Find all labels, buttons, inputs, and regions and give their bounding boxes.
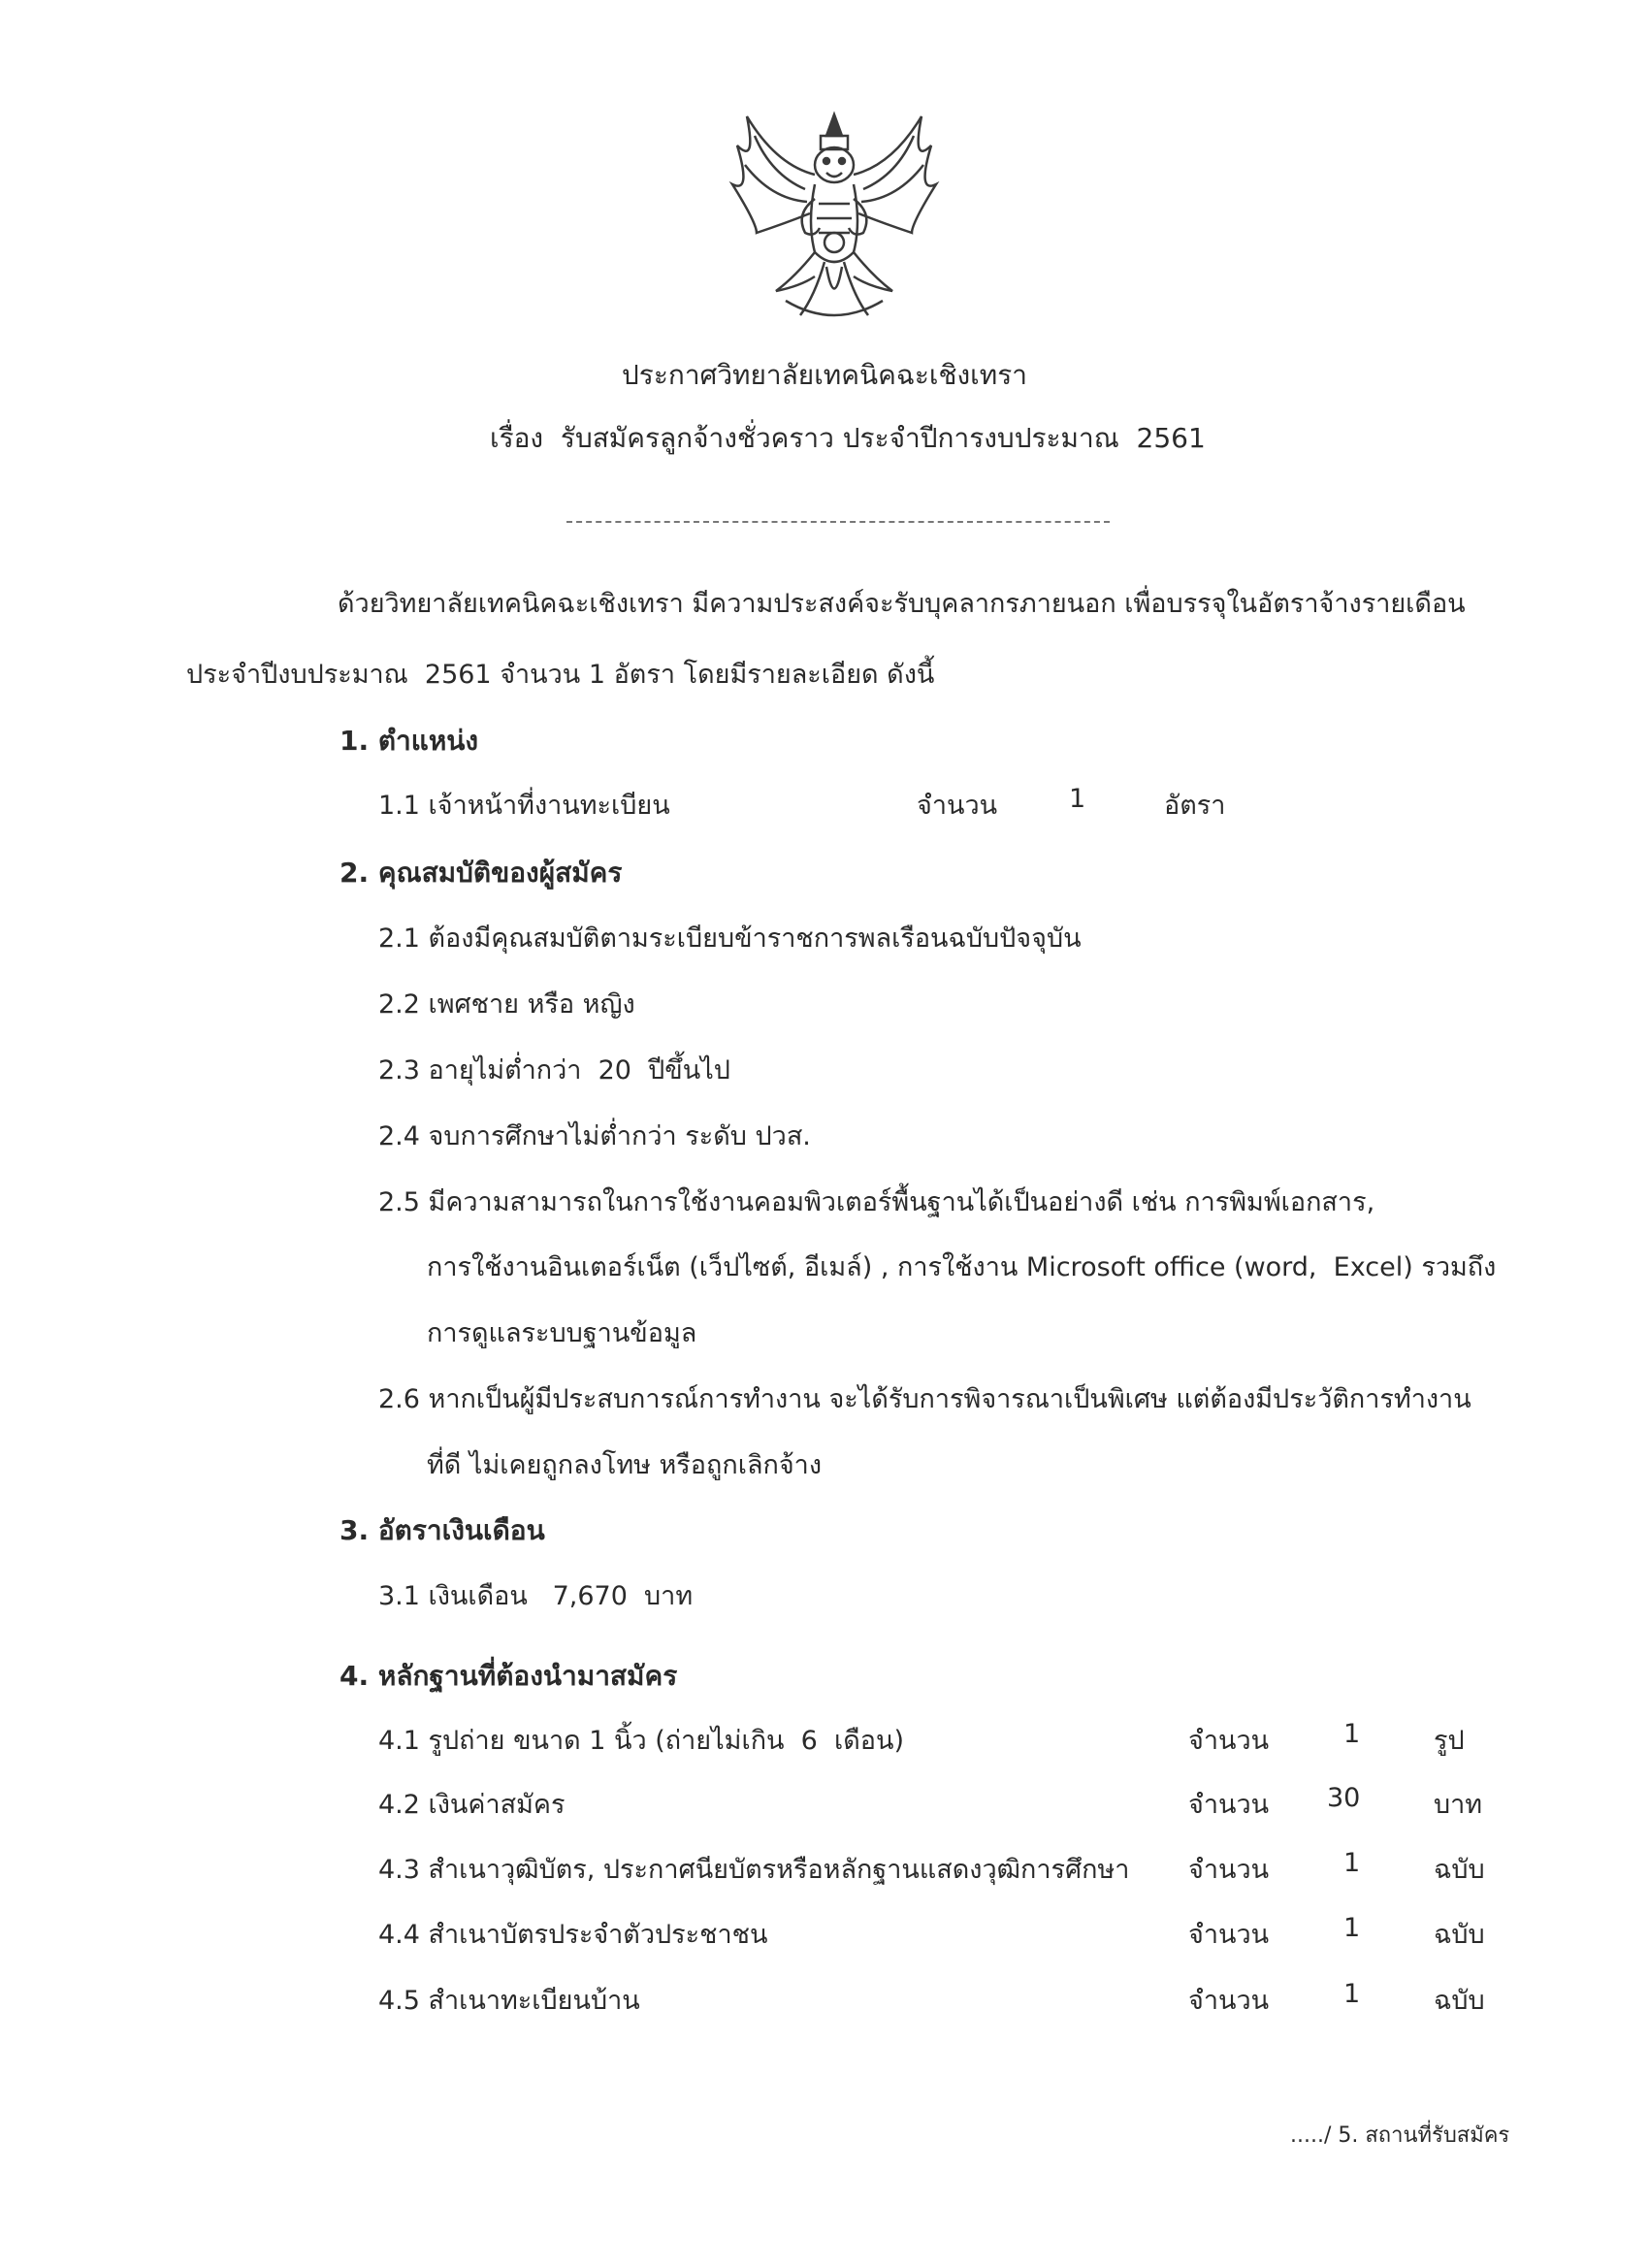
section-heading-qualifications: 2. คุณสมบัติของผู้สมัคร	[340, 857, 623, 889]
intro-line-2: ประจำปีงบประมาณ 2561 จำนวน 1 อัตรา โดยมีรายละเอียด ดังนี้	[186, 660, 935, 690]
qualification-item: 2.3 อายุไม่ต่ำกว่า 20 ปีขึ้นไป	[378, 1055, 730, 1085]
qualification-item-continued: การใช้งานอินเตอร์เน็ต (เว็ปไซต์, อีเมล์) , การใช้งาน Microsoft office (word, Excel) รวมถึง	[427, 1252, 1497, 1282]
document-item-label: 4.3 สำเนาวุฒิบัตร, ประกาศนียบัตรหรือหลักฐานแสดงวุฒิการศึกษา	[378, 1855, 1130, 1885]
qualification-item-continued: การดูแลระบบฐานข้อมูล	[427, 1318, 697, 1348]
document-qty: 1	[1343, 1719, 1361, 1749]
document-item-label: 4.5 สำเนาทะเบียนบ้าน	[378, 1986, 640, 2016]
position-item-label: 1.1 เจ้าหน้าที่งานทะเบียน	[378, 791, 670, 821]
position-unit: อัตรา	[1164, 791, 1226, 821]
page-continuation-note: ...../ 5. สถานที่รับสมัคร	[1290, 2123, 1510, 2148]
document-item-label: 4.4 สำเนาบัตรประจำตัวประชาชน	[378, 1920, 768, 1950]
document-qty: 30	[1327, 1783, 1361, 1813]
garuda-emblem-icon	[718, 107, 951, 325]
qualification-item: 2.5 มีความสามารถในการใช้งานคอมพิวเตอร์พื้นฐานได้เป็นอย่างดี เช่น การพิมพ์เอกสาร,	[378, 1187, 1375, 1217]
qualification-item: 2.2 เพศชาย หรือ หญิง	[378, 989, 635, 1020]
document-qty-label: จำนวน	[1188, 1726, 1270, 1756]
document-qty: 1	[1343, 1848, 1361, 1878]
document-qty-label: จำนวน	[1188, 1920, 1270, 1950]
document-unit: ฉบับ	[1434, 1920, 1485, 1950]
qualification-item: 2.6 หากเป็นผู้มีประสบการณ์การทำงาน จะได้รับการพิจารณาเป็นพิเศษ แต่ต้องมีประวัติการทำงาน	[378, 1384, 1471, 1414]
document-qty: 1	[1343, 1913, 1361, 1943]
intro-line-1: ด้วยวิทยาลัยเทคนิคฉะเชิงเทรา มีความประสงค์จะรับบุคลากรภายนอก เพื่อบรรจุในอัตราจ้างรายเดือน	[338, 589, 1466, 619]
document-qty: 1	[1343, 1979, 1361, 2009]
document-qty-label: จำนวน	[1188, 1790, 1270, 1820]
announcement-subject: เรื่อง รับสมัครลูกจ้างชั่วคราว ประจำปีการงบประมาณ 2561	[490, 422, 1206, 454]
position-qty-label: จำนวน	[917, 791, 998, 821]
section-heading-documents: 4. หลักฐานที่ต้องนำมาสมัคร	[340, 1660, 678, 1692]
qualification-item: 2.1 ต้องมีคุณสมบัติตามระเบียบข้าราชการพลเรือนฉบับปัจจุบัน	[378, 923, 1082, 954]
document-unit: ฉบับ	[1434, 1986, 1485, 2016]
salary-item: 3.1 เงินเดือน 7,670 บาท	[378, 1581, 694, 1611]
document-unit: บาท	[1434, 1790, 1483, 1820]
document-item-label: 4.2 เงินค่าสมัคร	[378, 1790, 566, 1820]
announcement-title: ประกาศวิทยาลัยเทคนิคฉะเชิงเทรา	[622, 359, 1027, 391]
position-qty: 1	[1069, 784, 1086, 814]
qualification-item: 2.4 จบการศึกษาไม่ต่ำกว่า ระดับ ปวส.	[378, 1121, 811, 1151]
document-item-label: 4.1 รูปถ่าย ขนาด 1 นิ้ว (ถ่ายไม่เกิน 6 เดือน)	[378, 1726, 904, 1756]
document-qty-label: จำนวน	[1188, 1986, 1270, 2016]
section-heading-salary: 3. อัตราเงินเดือน	[340, 1514, 545, 1546]
document-unit: ฉบับ	[1434, 1855, 1485, 1885]
document-unit: รูป	[1434, 1726, 1465, 1756]
divider	[566, 521, 1110, 523]
section-heading-position: 1. ตำแหน่ง	[340, 725, 479, 757]
document-qty-label: จำนวน	[1188, 1855, 1270, 1885]
qualification-item-continued: ที่ดี ไม่เคยถูกลงโทษ หรือถูกเลิกจ้าง	[427, 1450, 823, 1480]
